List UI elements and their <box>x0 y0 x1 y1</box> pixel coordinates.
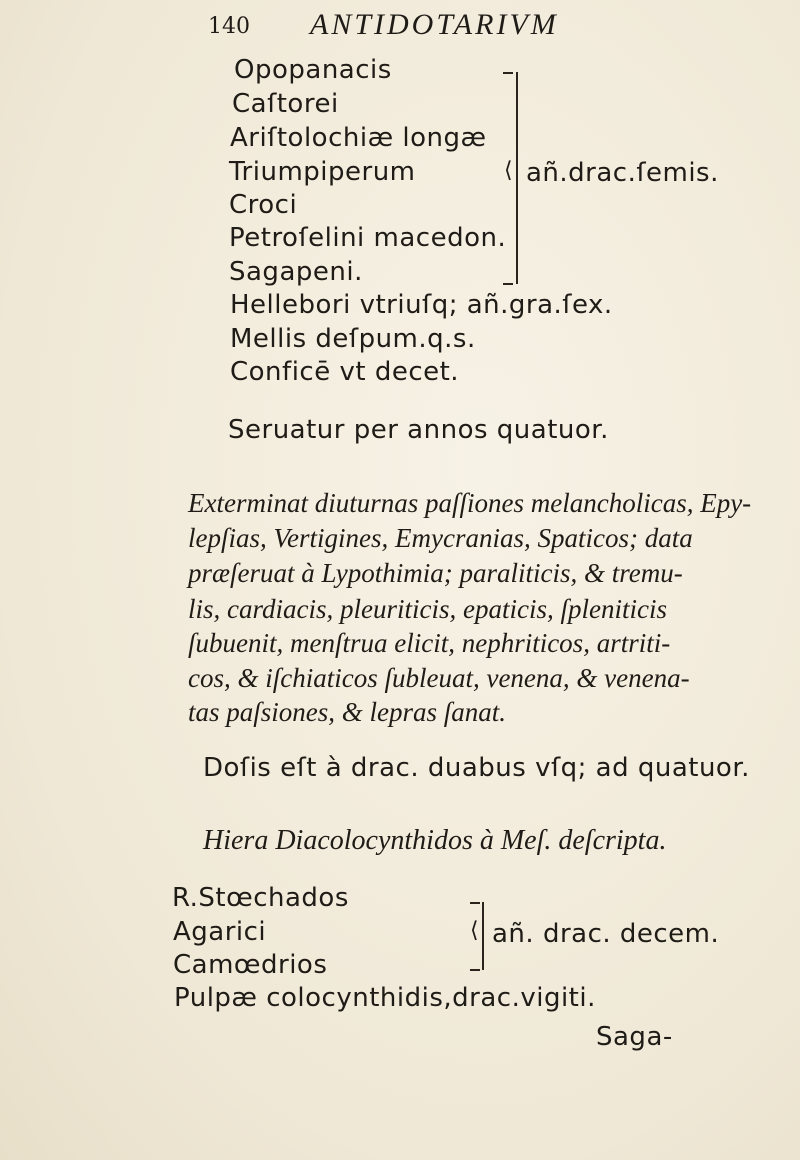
dose-note: Doſis eſt à drac. duabus vſq; ad quatuor. <box>203 753 750 783</box>
running-head: ANTIDOTARIVM <box>310 8 559 41</box>
ingredient-line: Petroſelini macedon. <box>229 223 507 253</box>
bracket-point-icon: ⟨ <box>470 918 479 943</box>
bracket-dose: añ. drac. decem. <box>492 919 720 949</box>
bracket-bottom-hook <box>470 969 480 971</box>
virtues-line: lepſias, Vertigines, Emycranias, Spaticos; data <box>188 523 693 553</box>
ingredient-line: Croci <box>229 190 298 220</box>
ingredient-line: Caſtorei <box>232 89 339 119</box>
virtues-line: cos, & iſchiaticos ſubleuat, venena, & venena- <box>188 663 690 693</box>
virtues-line: præſeruat à Lypothimia; paralіticis, & tremu- <box>188 558 683 588</box>
ingredient-line: Sagapeni. <box>229 257 363 287</box>
page-number: 140 <box>208 14 250 39</box>
ingredient-line: Opopanacis <box>234 55 392 85</box>
recipe-line: Conficē vt decet. <box>230 357 460 387</box>
virtues-line: lis, cardiacis, pleuriticis, epaticis, ſpleniticis <box>188 594 667 624</box>
ingredient-line: Agarici <box>173 917 267 947</box>
bracket-top-hook <box>503 72 513 74</box>
bracket-dose: añ.drac.ſemis. <box>526 158 719 188</box>
catchword: Saga- <box>596 1022 673 1052</box>
storage-note: Seruatur per annos quatuor. <box>228 415 609 445</box>
recipe-title: Hiera Diacolocynthidos à Meſ. deſcripta. <box>203 825 667 856</box>
virtues-line: tas paſsiones, & lepras ſanat. <box>188 697 507 727</box>
ingredient-line: Ariſtolochiæ longæ <box>230 123 487 153</box>
recipe-line: Hellebori vtriuſq; añ.gra.ſex. <box>230 290 613 320</box>
virtues-line: ſubuenit, menſtrua elicit, nephriticos, artriti- <box>188 628 671 658</box>
ingredient-line: R.Stœchados <box>172 883 349 913</box>
ingredient-line: Camœdrios <box>173 950 328 980</box>
virtues-line: Exterminat diuturnas paſſiones melancholicas, Epy- <box>188 488 752 518</box>
bracket-top-hook <box>470 902 480 904</box>
bracket-bottom-hook <box>503 283 513 285</box>
recipe-line: Pulpæ colocynthidis,drac.vigiti. <box>174 983 596 1013</box>
ingredient-line: Triumpiperum <box>229 157 416 187</box>
page-header <box>0 6 800 46</box>
recipe-line: Mellis deſpum.q.s. <box>230 324 476 354</box>
bracket-point-icon: ⟨ <box>504 158 513 183</box>
